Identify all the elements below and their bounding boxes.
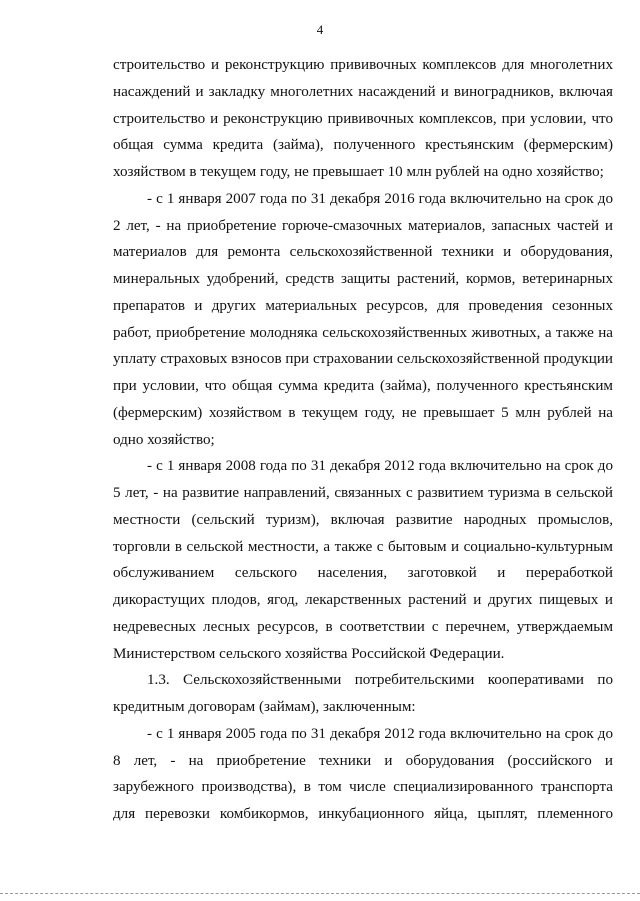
document-body	[113, 52, 613, 828]
paragraph-fuel-materials-credit: - с 1 января 2007 года по 31 декабря 2016 года включительно на срок до 2 лет, - на приобретение горюче-смазочных материалов, запасных частей и материалов для ремонта сельскохозяйственной техники и оборудования, минеральных удобрений, средств защиты растений, кормов, ветеринарных препаратов и других материальных ресурсов, для проведения сезонных работ, приобретение молодняка сельскохозяйственных животных, а также на уплату страховых взносов при страховании сельскохозяйственной продукции при условии, что общая сумма кредита (займа), полученного крестьянским (фермерским) хозяйством в текущем году, не превышает 5 млн рублей на одно хозяйство;	[113, 190, 613, 448]
page-bottom-edge	[0, 893, 640, 894]
paragraph-rural-tourism-credit: - с 1 января 2008 года по 31 декабря 2012 года включительно на срок до 5 лет, - на развитие направлений, связанных с развитием туризма в сельской местности (сельский туризм), включая развитие народных промыслов, торговли в сельской местности, а также с бытовым и социально-культурным обслуживанием сельского населения, заготовкой и переработкой дикорастущих плодов, ягод, лекарственных растений и других пищевых и недревесных лесных ресурсов, в соответствии с перечнем, утверждаемым Министерством сельского хозяйства Российской Федерации.	[113, 458, 613, 662]
paragraph-continuation: строительство и реконструкцию прививочных комплексов для многолетних насаждений и закладку многолетних насаждений и виноградников, включая строительство и реконструкцию прививочных комплексов, при условии, что общая сумма кредита (займа), полученного крестьянским (фермерским) хозяйством в текущем году, не превышает 10 млн рублей на одно хозяйство;	[113, 57, 613, 180]
paragraph-section-1-3: 1.3. Сельскохозяйственными потребительскими кооперативами по кредитным договорам (займам), заключенным:	[113, 672, 613, 715]
paragraph-cooperative-equipment-credit: - с 1 января 2005 года по 31 декабря 2012 года включительно на срок до 8 лет, - на приобретение техники и оборудования (российского и зарубежного производства), в том числе специализированного транспорта для перевозки комбикормов, инкубационного яйца, цыплят, племенного	[113, 725, 613, 822]
page-number: 4	[316, 22, 324, 37]
